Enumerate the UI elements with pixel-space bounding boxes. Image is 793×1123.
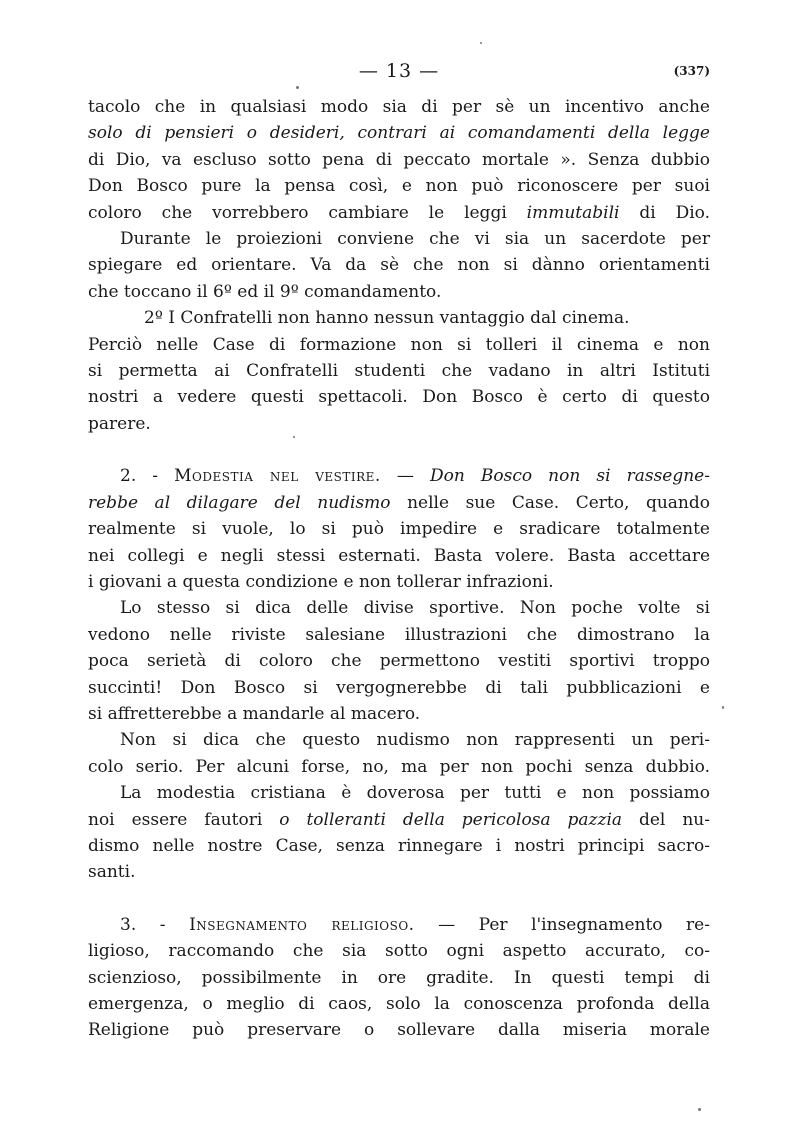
text-span: nelle sue Case. Certo, quando: [390, 492, 710, 513]
text-line: [88, 490, 710, 516]
paragraph-5: [88, 595, 710, 727]
text-line: Lo stesso si dica delle divise sportive. Non poche volte si: [120, 598, 710, 619]
speck: [480, 42, 482, 44]
section-number: 2. -: [120, 466, 175, 487]
section-heading-line: [88, 463, 710, 489]
text-line: [88, 120, 710, 146]
text-line: dismo nelle nostre Case, senza rinnegare i nostri principi sacro-: [88, 835, 710, 856]
text-line: scienzioso, possibilmente in ore gradite. In questi tempi di: [88, 967, 710, 988]
text-line: nei collegi e negli stessi esternati. Basta volere. Basta accettare: [88, 545, 710, 566]
paragraph-1: [88, 94, 710, 226]
text-line: spiegare ed orientare. Va da sè che non si dànno orientamenti: [88, 255, 710, 276]
italic-text: solo di pensieri o desideri, contrari ai comandamenti della legge: [88, 123, 710, 144]
text-line: colo serio. Per alcuni forse, no, ma per non pochi senza dubbio.: [88, 756, 710, 777]
text-line: si permetta ai Confratelli studenti che vadano in altri Istituti: [88, 361, 710, 382]
text-line: santi.: [88, 862, 136, 883]
text-span: del nu-: [622, 809, 710, 830]
paragraph-3: [88, 305, 710, 437]
text-line: poca serietà di coloro che permettono vestiti sportivi troppo: [88, 651, 710, 672]
section-number: 3. -: [120, 914, 190, 935]
text-line: Non si dica che questo nudismo non rappresenti un peri-: [120, 730, 710, 751]
text-line: tacolo che in qualsiasi modo sia di per sè un incentivo anche: [88, 97, 710, 117]
italic-text: Don Bosco non si rassegne-: [429, 466, 710, 487]
italic-text: immutabili: [526, 202, 620, 223]
text-line: vedono nelle riviste salesiane illustrazioni che dimostrano la: [88, 624, 710, 645]
text-span: — Per l'insegnamento re-: [414, 914, 710, 935]
text-line: parere.: [88, 413, 151, 434]
text-span: di Dio.: [619, 202, 710, 223]
paragraph-6: [88, 727, 710, 780]
italic-text: o tolleranti della pericolosa pazzia: [279, 809, 623, 830]
text-line: La modestia cristiana è doverosa per tutti e non possiamo: [120, 783, 710, 804]
text-line: Durante le proiezioni conviene che vi sia un sacerdote per: [120, 229, 710, 250]
paragraph-7: [88, 780, 710, 886]
speck: [722, 706, 724, 709]
text-line: emergenza, o meglio di caos, solo la conoscenza profonda della: [88, 994, 710, 1014]
text-line: [88, 200, 710, 226]
section-heading-line: [88, 912, 710, 938]
italic-text: rebbe al dilagare del nudismo: [88, 492, 391, 513]
speck: [698, 1108, 701, 1111]
page-reference: (337): [673, 64, 710, 78]
text-line: di Dio, va escluso sotto pena di peccato mortale ». Senza dubbio: [88, 149, 710, 170]
text-span: noi essere fautori: [88, 809, 280, 830]
speck: [296, 86, 299, 89]
page-header: [88, 60, 710, 94]
section-gap: [88, 437, 710, 463]
text-line: i giovani a questa condizione e non tollerar infrazioni.: [88, 571, 554, 592]
text-line: Perciò nelle Case di formazione non si tolleri il cinema e non: [88, 334, 710, 355]
text-line: nostri a vedere questi spettacoli. Don Bosco è certo di questo: [88, 387, 710, 408]
page-number: — 13 —: [358, 60, 440, 82]
text-line: ligioso, raccomando che sia sotto ogni aspetto accurato, co-: [88, 941, 710, 962]
section-gap: [88, 886, 710, 912]
text-line: 2º I Confratelli non hanno nessun vantaggio dal cinema.: [144, 308, 630, 329]
text-line: [88, 807, 710, 833]
section-3: [88, 912, 710, 1044]
speck: [293, 436, 295, 438]
page: [88, 60, 710, 1044]
text-span: coloro che vorrebbero cambiare le leggi: [88, 202, 527, 223]
body-text: [88, 94, 710, 1044]
paragraph-2: [88, 226, 710, 305]
text-line: che toccano il 6º ed il 9º comandamento.: [88, 281, 442, 302]
section-title: Insegnamento religioso.: [189, 914, 415, 935]
text-line: Religione può preservare o sollevare dalla miseria morale: [88, 1020, 710, 1041]
text-line: succinti! Don Bosco si vergognerebbe di tali pubblicazioni e: [88, 677, 710, 698]
text-line: si affretterebbe a mandarle al macero.: [88, 703, 421, 724]
section-title: Modestia nel vestire.: [174, 466, 381, 487]
section-2: [88, 463, 710, 595]
text-line: realmente si vuole, lo si può impedire e sradicare totalmente: [88, 519, 710, 540]
em-dash: —: [380, 466, 430, 487]
text-line: Don Bosco pure la pensa così, e non può riconoscere per suoi: [88, 176, 710, 197]
